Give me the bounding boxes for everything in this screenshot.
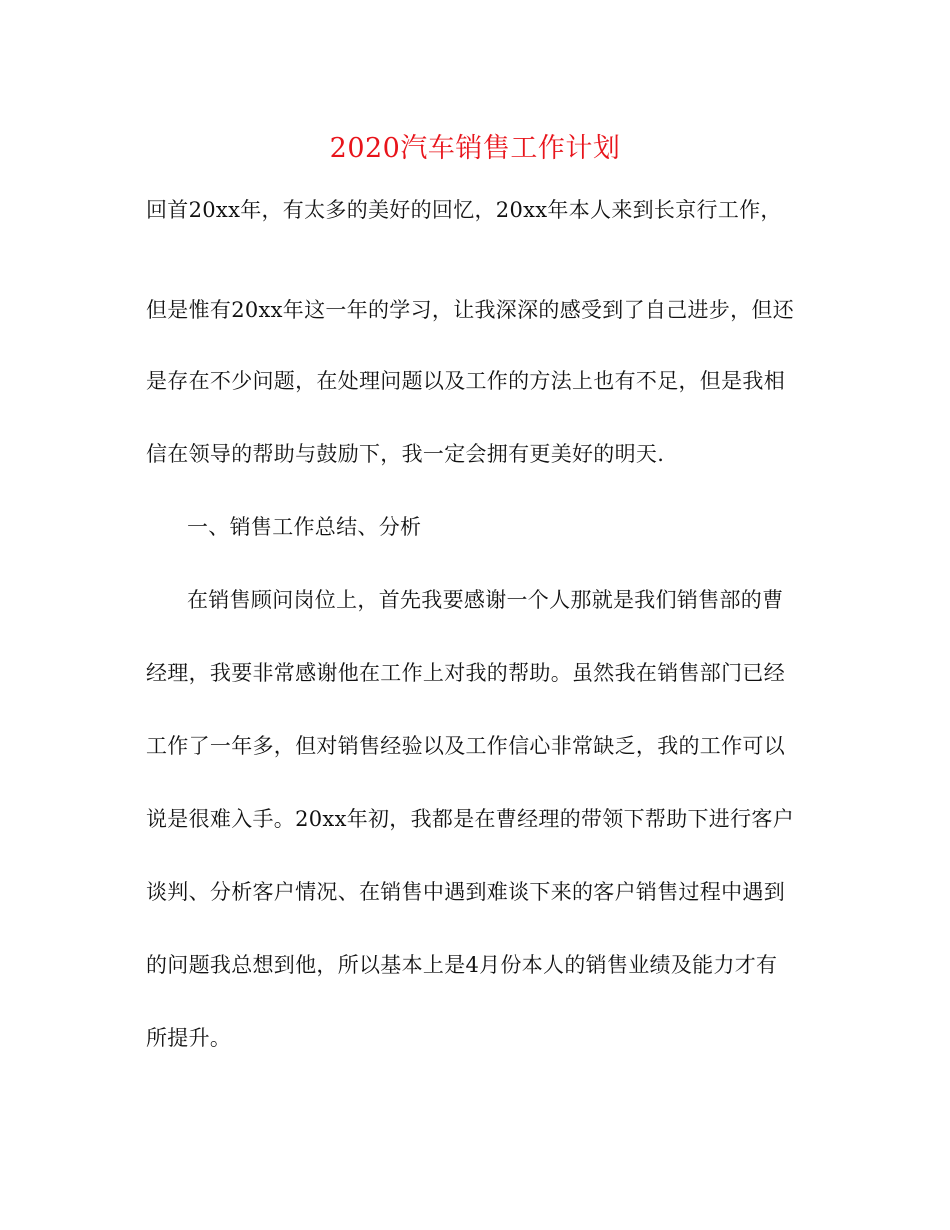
paragraph-1-line-4: 信在领导的帮助与鼓励下，我一定会拥有更美好的明天. [146,442,665,466]
paragraph-2-line-3: 工作了一年多，但对销售经验以及工作信心非常缺乏，我的工作可以 [146,734,785,758]
paragraph-2-line-1: 在销售顾问岗位上，首先我要感谢一个人那就是我们销售部的曹 [187,588,784,612]
paragraph-1-line-1: 回首20xx年，有太多的美好的回忆，20xx年本人来到长京行工作， [146,198,782,222]
document-body [146,0,806,1230]
paragraph-1-line-3: 是存在不少问题，在处理问题以及工作的方法上也有不足，但是我相 [146,369,785,393]
paragraph-2-line-4: 说是很难入手。20xx年初，我都是在曹经理的带领下帮助下进行客户 [146,807,795,831]
paragraph-2-line-5: 谈判、分析客户情况、在销售中遇到难谈下来的客户销售过程中遇到 [146,880,785,904]
document-title: 2020汽车销售工作计划 [329,133,621,164]
paragraph-2-line-2: 经理，我要非常感谢他在工作上对我的帮助。虽然我在销售部门已经 [146,661,785,685]
paragraph-2-line-7: 所提升。 [146,1026,232,1050]
paragraph-1-line-2: 但是惟有20xx年这一年的学习，让我深深的感受到了自己进步，但还 [146,298,795,322]
section-heading: 一、销售工作总结、分析 [187,515,422,539]
paragraph-2-line-6: 的问题我总想到他，所以基本上是4月份本人的销售业绩及能力才有 [146,953,778,977]
